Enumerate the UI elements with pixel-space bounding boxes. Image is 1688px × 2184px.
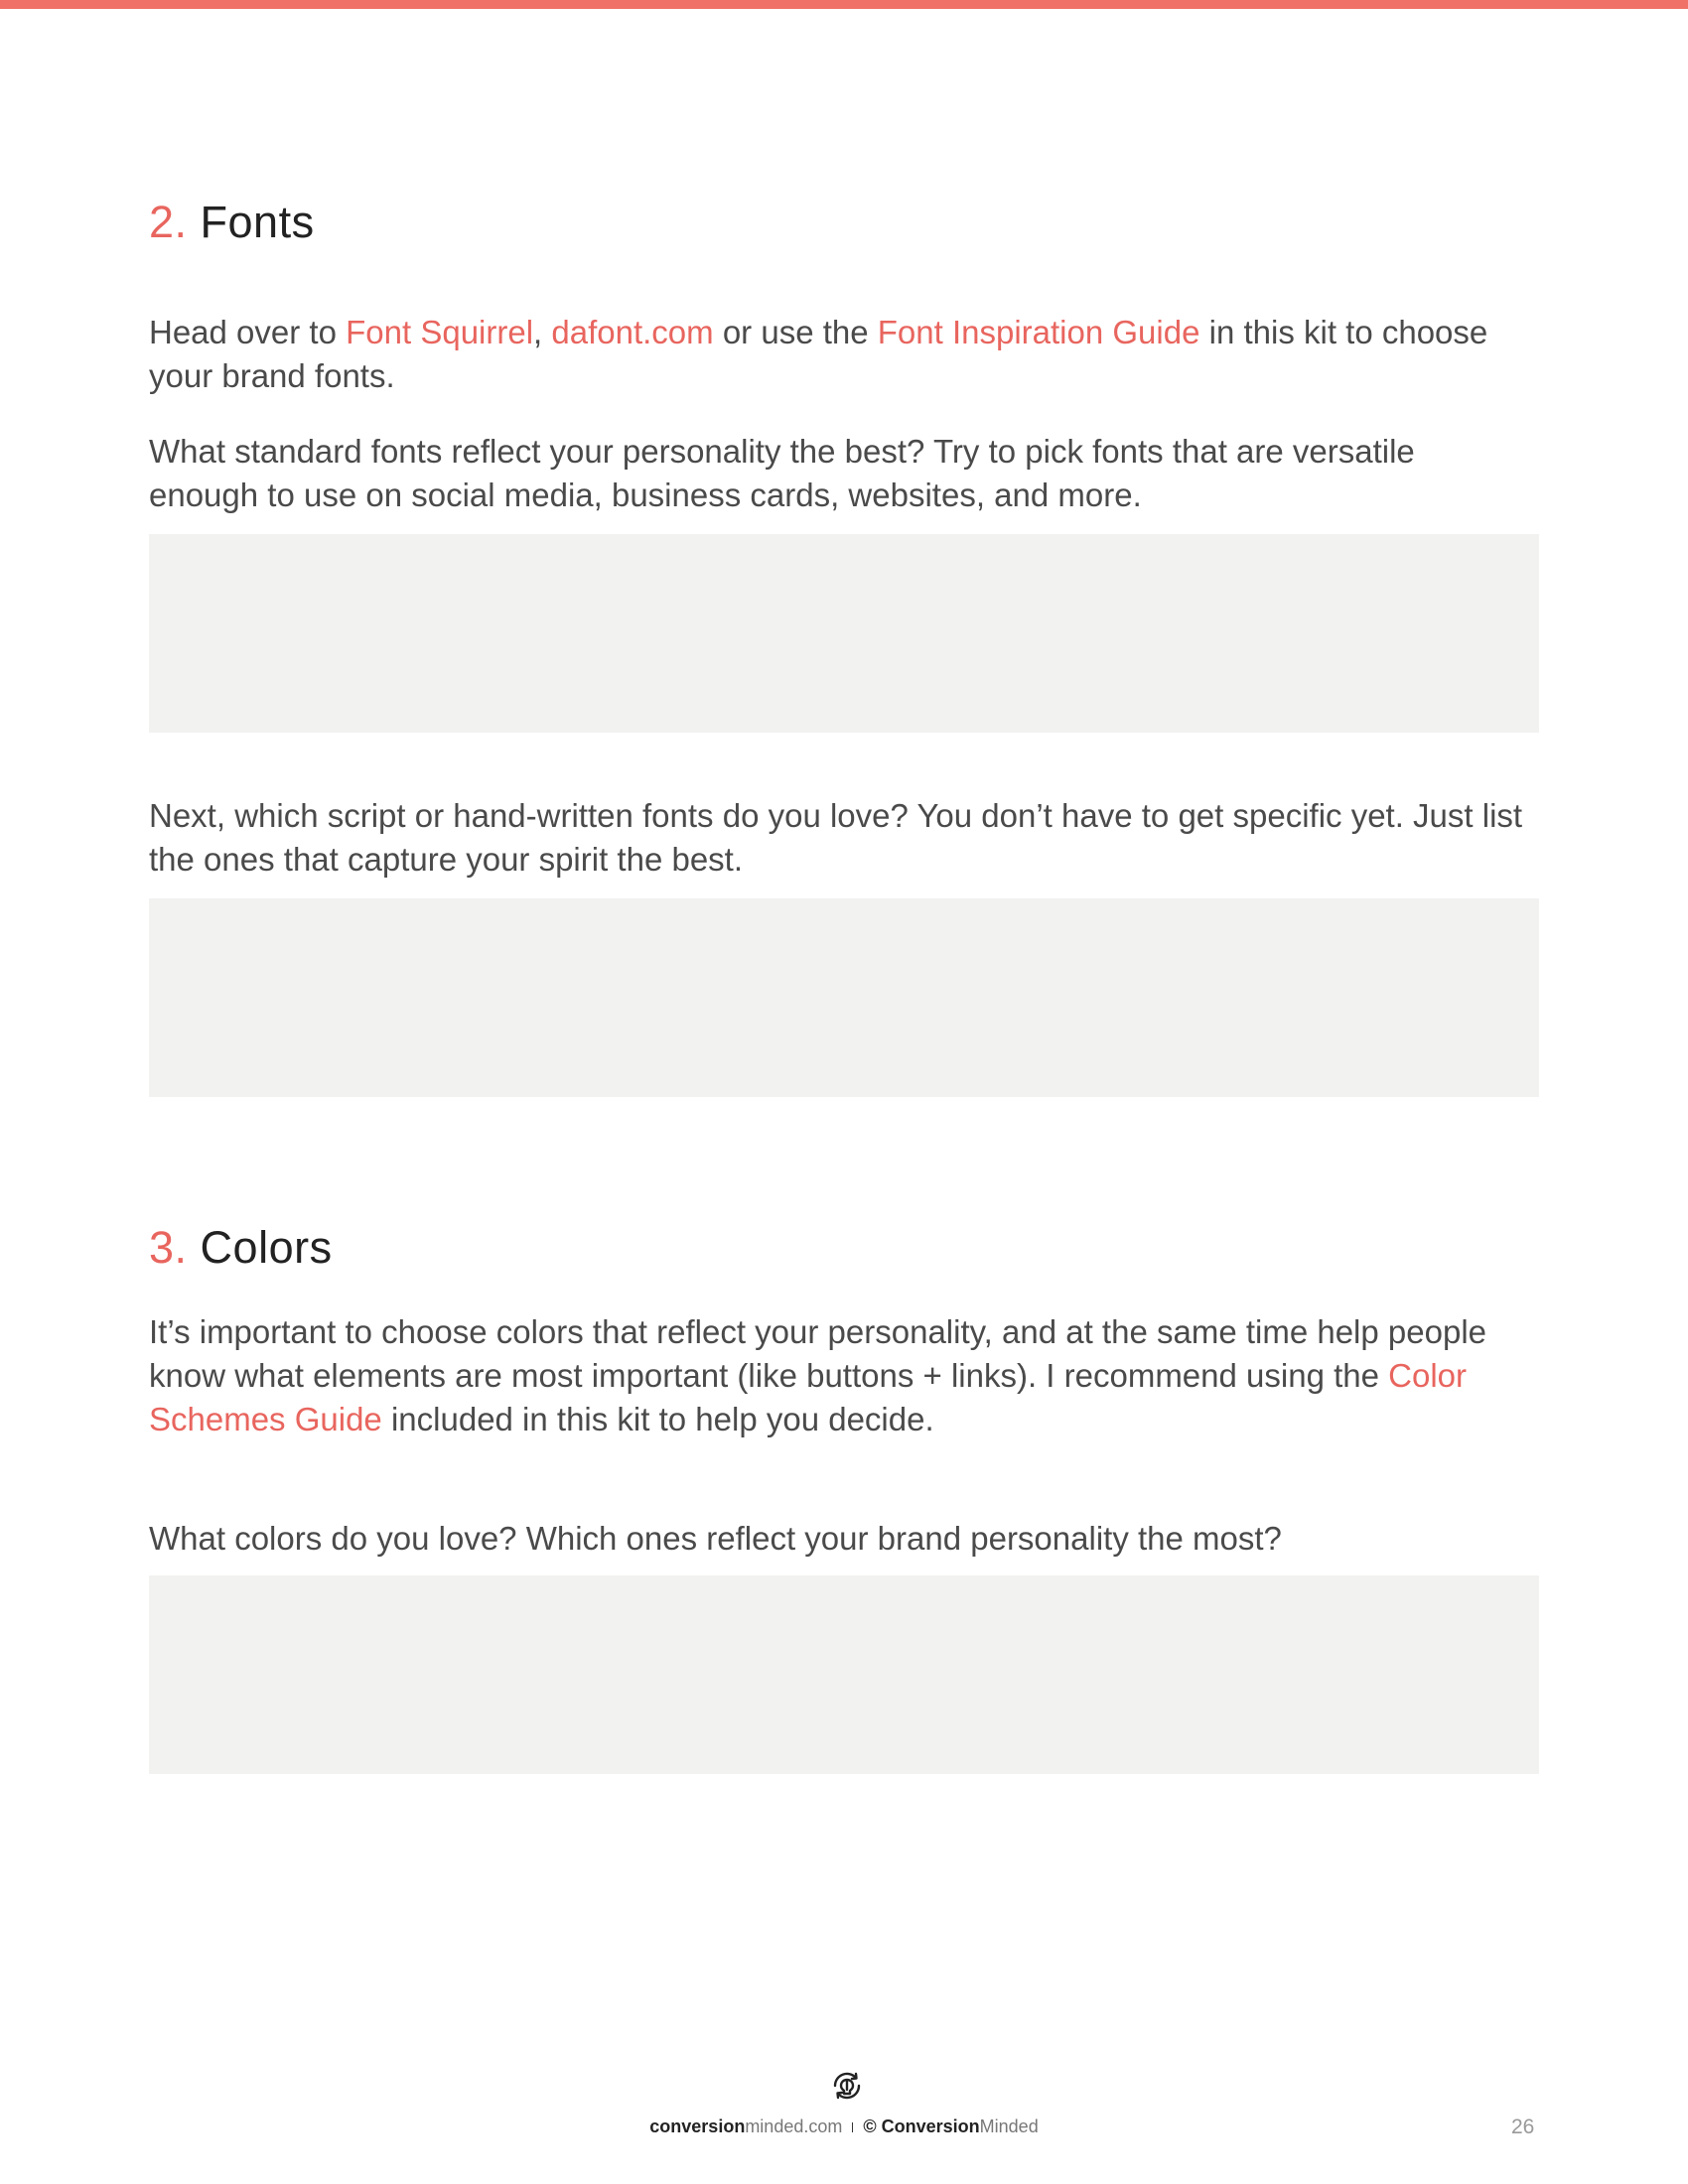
font-squirrel-link[interactable]: Font Squirrel	[346, 314, 534, 350]
color-schemes-guide-link[interactable]: Color Schemes Guide	[149, 1357, 1467, 1437]
copyright-symbol: ©	[863, 2116, 877, 2136]
page-number: 26	[1511, 2116, 1535, 2138]
script-fonts-answer-field[interactable]	[149, 898, 1539, 1097]
footer-separator	[852, 2122, 853, 2132]
brain-cycle-icon	[826, 2065, 868, 2107]
font-inspiration-guide-link[interactable]: Font Inspiration Guide	[877, 314, 1200, 350]
top-accent-bar	[0, 0, 1688, 9]
fonts-heading-title: Fonts	[200, 197, 315, 247]
colors-answer-field[interactable]	[149, 1575, 1539, 1774]
script-fonts-question: Next, which script or hand-written fonts do you love? You don’t have to get specific yet. Just list the ones that capture your spirit the best.	[149, 797, 1523, 878]
colors-question: What colors do you love? Which ones reflect your brand personality the most?	[149, 1520, 1282, 1557]
fonts-intro-text-1: Head over to	[149, 314, 347, 350]
fonts-intro-text-4: in this kit to choose your brand fonts.	[149, 314, 1488, 394]
colors-intro-text-2: included in this kit to help you decide.	[381, 1401, 934, 1437]
footer-site-bold: conversion	[649, 2116, 746, 2136]
colors-intro-paragraph	[149, 1310, 1569, 1441]
footer-credits	[0, 2116, 1688, 2137]
colors-heading-number: 3.	[149, 1222, 188, 1273]
colors-heading-title: Colors	[200, 1222, 333, 1273]
footer-site-light: minded.com	[745, 2116, 843, 2136]
fonts-heading	[149, 197, 315, 248]
footer-brand-light: Minded	[979, 2116, 1039, 2136]
footer-brand-bold: Conversion	[881, 2116, 980, 2136]
fonts-intro-text-3: or use the	[713, 314, 878, 350]
standard-fonts-answer-field[interactable]	[149, 534, 1539, 733]
colors-heading	[149, 1222, 333, 1274]
fonts-intro-paragraph	[149, 311, 1529, 398]
colors-intro-text-1: It’s important to choose colors that reflect your personality, and at the same time help people know what elements are most important (like buttons + links). I recommend using the	[149, 1313, 1487, 1394]
dafont-link[interactable]: dafont.com	[551, 314, 714, 350]
fonts-intro-text-2: ,	[533, 314, 552, 350]
fonts-heading-number: 2.	[149, 197, 188, 247]
standard-fonts-question: What standard fonts reflect your personality the best? Try to pick fonts that are versatile enough to use on social media, business cards, websites, and more.	[149, 433, 1415, 513]
